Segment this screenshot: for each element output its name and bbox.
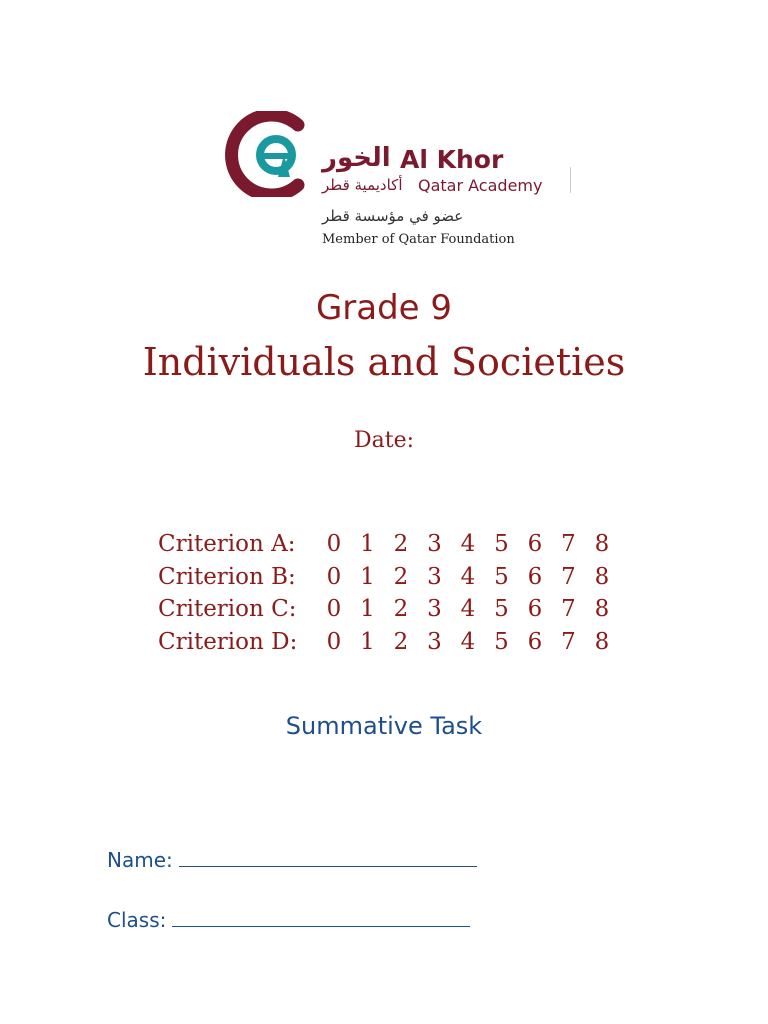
score-option: 1: [360, 531, 375, 557]
criterion-label: Criterion D:: [158, 628, 298, 655]
score-option: 0: [326, 563, 342, 590]
score-option: 2: [393, 596, 409, 622]
score-option: 4: [460, 596, 476, 622]
score-option: 3: [427, 628, 442, 655]
score-option: 7: [561, 628, 576, 655]
score-option: 8: [594, 531, 610, 557]
score-option: 2: [393, 563, 409, 590]
criterion-label: Criterion C:: [158, 596, 297, 622]
score-option: 3: [427, 596, 442, 622]
task-title: Summative Task: [285, 712, 483, 740]
logo-arabic-subtitle: أكاديمية قطر: [322, 176, 403, 194]
score-option: 3: [427, 531, 442, 557]
name-blank-line[interactable]: [179, 865, 477, 867]
score-option: 1: [360, 596, 375, 622]
score-option: 6: [527, 596, 543, 622]
qatar-academy-emblem-icon: [220, 111, 320, 197]
logo-english-member: Member of Qatar Foundation: [322, 232, 515, 247]
score-option: 7: [561, 531, 576, 557]
score-option: 0: [326, 531, 342, 557]
class-field: [107, 908, 470, 932]
score-option: 0: [326, 628, 342, 655]
criterion-label: Criterion A:: [158, 531, 296, 557]
school-logo: [200, 105, 572, 265]
score-option: 0: [326, 596, 342, 622]
score-option: 2: [393, 628, 409, 655]
score-option: 1: [360, 563, 375, 590]
subject-title: Individuals and Societies: [142, 340, 626, 384]
score-option: 8: [594, 628, 610, 655]
score-option: 2: [393, 531, 409, 557]
class-blank-line[interactable]: [172, 925, 470, 927]
score-option: 5: [494, 531, 509, 557]
logo-english-subtitle: Qatar Academy: [418, 176, 543, 195]
logo-english-name: Al Khor: [400, 145, 504, 174]
logo-arabic-name: الخور: [322, 143, 391, 173]
name-label: Name:: [107, 848, 173, 872]
name-field: [107, 848, 477, 872]
logo-divider: [570, 167, 571, 193]
score-option: 7: [561, 563, 576, 590]
score-option: 4: [460, 531, 476, 557]
score-option: 7: [561, 596, 576, 622]
score-option: 3: [427, 563, 442, 590]
score-option: 6: [527, 628, 543, 655]
logo-arabic-member: عضو في مؤسسة قطر: [322, 207, 464, 225]
score-option: 4: [460, 628, 476, 655]
score-option: 8: [594, 596, 610, 622]
score-option: 6: [527, 531, 543, 557]
class-label: Class:: [107, 908, 167, 932]
grade-title: Grade 9: [315, 288, 453, 328]
score-option: 5: [494, 596, 509, 622]
score-option: 8: [594, 563, 610, 590]
criterion-label: Criterion B:: [158, 563, 296, 590]
score-option: 1: [360, 628, 375, 655]
date-label: Date:: [353, 428, 415, 453]
score-option: 4: [460, 563, 476, 590]
score-option: 5: [494, 628, 509, 655]
score-option: 5: [494, 563, 509, 590]
score-option: 6: [527, 563, 543, 590]
